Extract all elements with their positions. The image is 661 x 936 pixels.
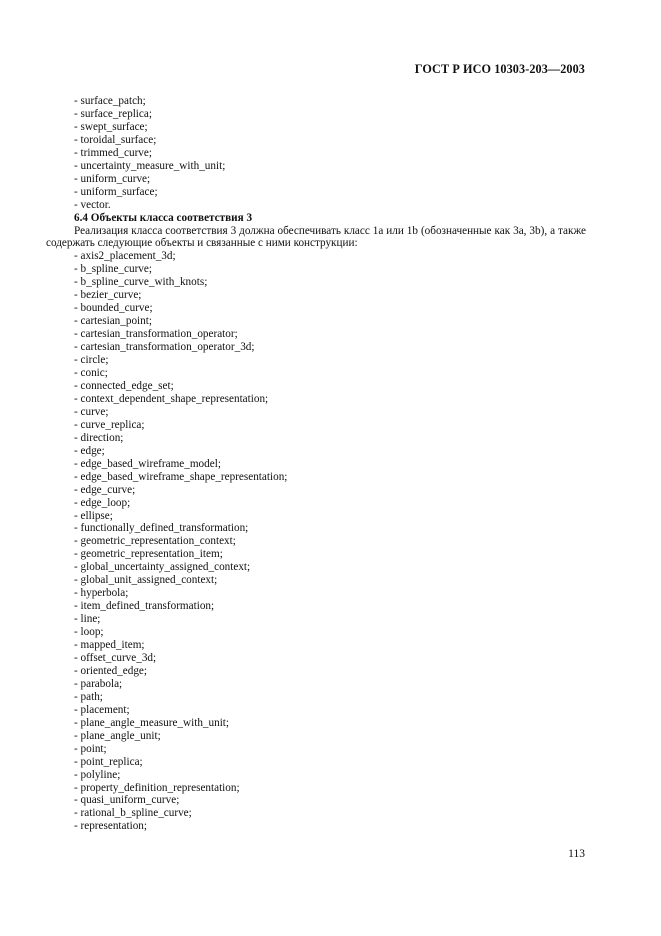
list-item: - point_replica; (74, 755, 143, 768)
list-item: - functionally_defined_transformation; (74, 522, 249, 535)
list-item: - surface_replica; (74, 107, 152, 120)
list-item: - ellipse; (74, 509, 113, 522)
list-item: - offset_curve_3d; (74, 651, 157, 664)
entity-list-class-3 (46, 250, 586, 833)
list-item: - uniform_surface; (74, 185, 158, 198)
list-item: - edge; (74, 444, 105, 457)
list-item: - curve_replica; (74, 418, 145, 431)
list-item: - connected_edge_set; (74, 379, 174, 392)
list-item: - line; (74, 613, 101, 626)
list-item: - item_defined_transformation; (74, 600, 215, 613)
list-item: - point; (74, 742, 107, 755)
list-item: - placement; (74, 703, 130, 716)
list-item: - loop; (74, 626, 104, 639)
list-item: - uniform_curve; (74, 172, 151, 185)
section-heading: 6.4 Объекты класса соответствия 3 (74, 211, 253, 224)
list-item: - global_uncertainty_assigned_context; (74, 561, 251, 574)
list-item: - swept_surface; (74, 120, 148, 133)
entity-list-continued (46, 95, 586, 212)
list-item: - hyperbola; (74, 587, 129, 600)
list-item: - b_spline_curve; (74, 263, 152, 276)
list-item: - cartesian_point; (74, 315, 152, 328)
list-item: - uncertainty_measure_with_unit; (74, 159, 226, 172)
list-item: - toroidal_surface; (74, 133, 157, 146)
list-item: - context_dependent_shape_representation; (74, 392, 269, 405)
list-item: - axis2_placement_3d; (74, 250, 176, 263)
list-item: - circle; (74, 354, 109, 367)
list-item: - bezier_curve; (74, 289, 142, 302)
list-item: - cartesian_transformation_operator_3d; (74, 341, 255, 354)
list-item: - b_spline_curve_with_knots; (74, 276, 208, 289)
page-number: 113 (568, 848, 585, 860)
list-item: - plane_angle_measure_with_unit; (74, 716, 230, 729)
list-item: - oriented_edge; (74, 664, 147, 677)
list-item: - trimmed_curve; (74, 146, 152, 159)
list-item: - property_definition_representation; (74, 781, 240, 794)
list-item: - geometric_representation_context; (74, 535, 236, 548)
document-header: ГОСТ Р ИСО 10303-203—2003 (414, 62, 585, 76)
list-item: - plane_angle_unit; (74, 729, 161, 742)
list-item: - edge_loop; (74, 496, 131, 509)
list-item: - conic; (74, 367, 108, 380)
list-item: - rational_b_spline_curve; (74, 807, 192, 820)
list-item: - edge_based_wireframe_model; (74, 457, 221, 470)
section-paragraph: Реализация класса соответствия 3 должна обеспечивать класс 1a или 1b (обозначенные как 3a, 3b), а также содержать следующие объекты и связанные с ними конструкции: (46, 224, 586, 250)
list-item: - edge_based_wireframe_shape_representation; (74, 470, 288, 483)
list-item: - vector. (74, 198, 111, 211)
list-item: - curve; (74, 405, 109, 418)
list-item: - path; (74, 690, 103, 703)
list-item: - bounded_curve; (74, 302, 153, 315)
list-item: - parabola; (74, 677, 123, 690)
list-item: - direction; (74, 431, 124, 444)
list-item: - representation; (74, 820, 147, 833)
list-item: - quasi_uniform_curve; (74, 794, 180, 807)
list-item: - global_unit_assigned_context; (74, 574, 218, 587)
list-item: - mapped_item; (74, 639, 145, 652)
page-content (46, 95, 586, 833)
list-item: - polyline; (74, 768, 121, 781)
list-item: - edge_curve; (74, 483, 136, 496)
list-item: - surface_patch; (74, 95, 146, 107)
list-item: - geometric_representation_item; (74, 548, 223, 561)
list-item: - cartesian_transformation_operator; (74, 328, 238, 341)
